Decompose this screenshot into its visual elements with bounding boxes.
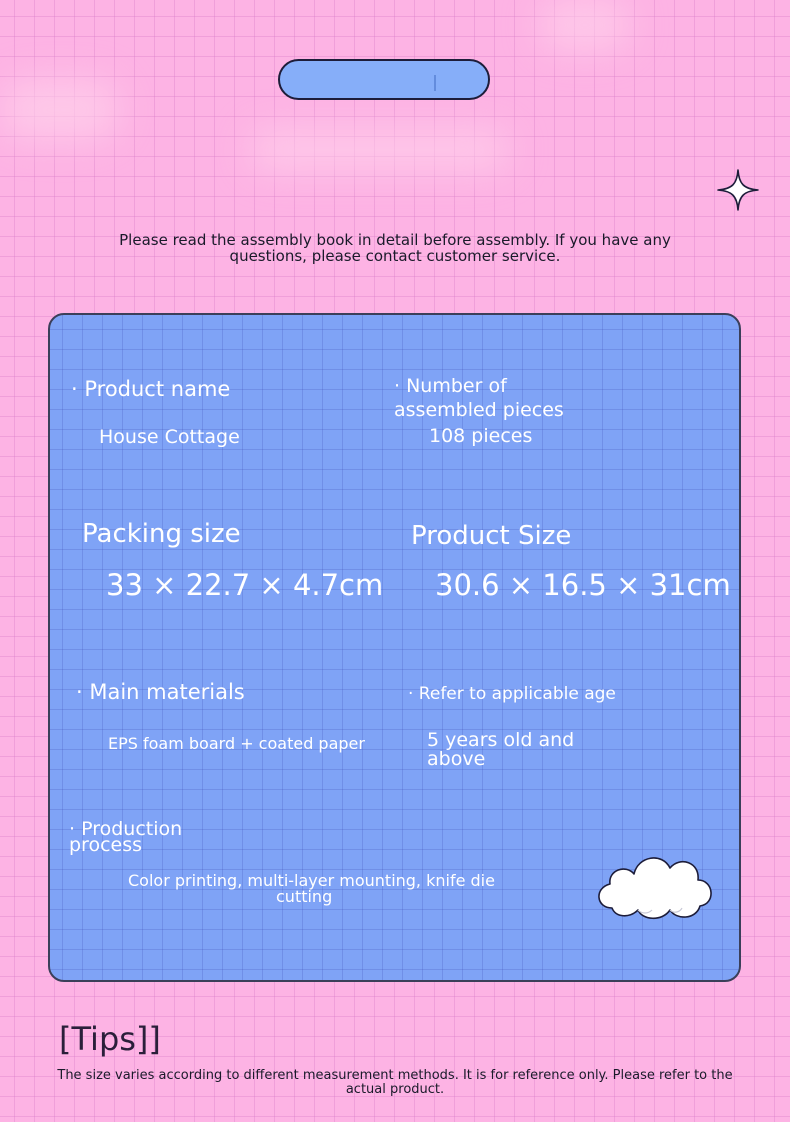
pieces-value: 108 pieces [429,425,533,447]
process-label-line1: · Production [69,818,183,840]
blur-decoration [540,0,630,50]
product-name-label: · Product name [71,377,231,401]
header-pill [278,59,490,100]
pieces-label-line2: assembled pieces [394,399,564,421]
process-value-line2: cutting [276,887,333,906]
tips-title: [Tips]] [59,1020,161,1058]
packing-size-label: Packing size [82,519,241,549]
sparkle-icon [716,168,760,212]
age-label: · Refer to applicable age [408,684,616,704]
age-value-line2: above [427,748,486,770]
blur-decoration [0,80,120,140]
cloud-icon [592,848,720,920]
pieces-label-line1: · Number of [394,375,507,397]
materials-label: · Main materials [76,680,245,704]
age-value-line1: 5 years old and [427,729,575,751]
packing-size-value: 33 × 22.7 × 4.7cm [106,568,384,602]
process-label-line2: process [69,834,143,856]
product-size-label: Product Size [411,521,572,551]
pill-mark [434,75,436,91]
intro-text: Please read the assembly book in detail before assembly. If you have any questions, please contact customer service. [119,231,671,265]
tips-text: The size varies according to different measurement methods. It is for reference only. Please refer to the actual product. [57,1068,733,1097]
product-name-value: House Cottage [99,426,240,448]
process-value-line1: Color printing, multi-layer mounting, knife die [128,871,495,890]
blur-decoration [250,130,510,170]
materials-value: EPS foam board + coated paper [108,734,365,753]
product-size-value: 30.6 × 16.5 × 31cm [435,568,731,602]
